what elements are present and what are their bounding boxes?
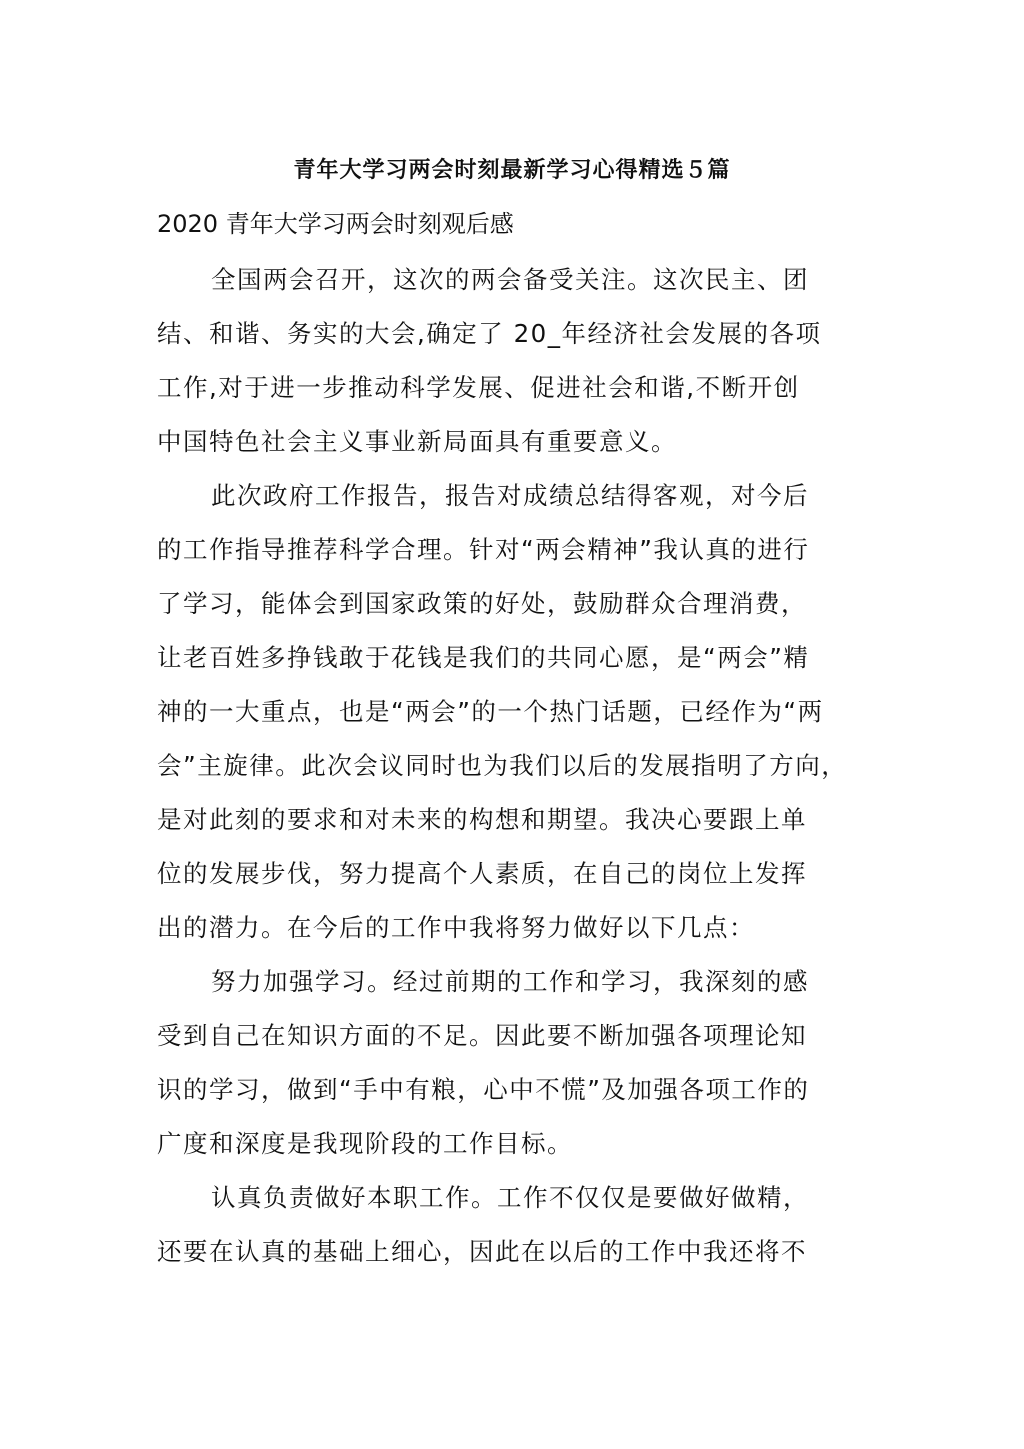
paragraph-line: 位的发展步伐，努力提高个人素质，在自己的岗位上发挥 <box>157 859 807 888</box>
paragraph-line: 会”主旋律。此次会议同时也为我们以后的发展指明了方向， <box>157 751 848 780</box>
paragraph-line: 广度和深度是我现阶段的工作目标。 <box>157 1129 573 1158</box>
paragraph-line: 结、和谐、务实的大会,确定了 20_年经济社会发展的各项 <box>157 319 822 348</box>
paragraph-line: 识的学习，做到“手中有粮，心中不慌”及加强各项工作的 <box>157 1075 810 1104</box>
paragraph-line: 让老百姓多挣钱敢于花钱是我们的共同心愿，是“两会”精 <box>157 643 810 672</box>
paragraph-line: 全国两会召开，这次的两会备受关注。这次民主、团 <box>211 265 809 294</box>
paragraph-line: 出的潜力。在今后的工作中我将努力做好以下几点： <box>157 913 755 942</box>
paragraph-line: 是对此刻的要求和对未来的构想和期望。我决心要跟上单 <box>157 805 807 834</box>
paragraph-line: 还要在认真的基础上细心，因此在以后的工作中我还将不 <box>157 1237 807 1266</box>
paragraph-line: 工作,对于进一步推动科学发展、促进社会和谐,不断开创 <box>157 373 800 402</box>
paragraph-line: 受到自己在知识方面的不足。因此要不断加强各项理论知 <box>157 1021 807 1050</box>
paragraph-line: 的工作指导推荐科学合理。针对“两会精神”我认真的进行 <box>157 535 810 564</box>
paragraph-line: 认真负责做好本职工作。工作不仅仅是要做好做精， <box>211 1183 809 1212</box>
paragraph-line: 中国特色社会主义事业新局面具有重要意义。 <box>157 427 677 456</box>
paragraph-line: 努力加强学习。经过前期的工作和学习，我深刻的感 <box>211 967 809 996</box>
document-title: 青年大学习两会时刻最新学习心得精选５篇 <box>293 158 731 183</box>
paragraph-line: 神的一大重点，也是“两会”的一个热门话题，已经作为“两 <box>157 697 824 726</box>
paragraph-line: 了学习，能体会到国家政策的好处，鼓励群众合理消费， <box>157 589 807 618</box>
document-body <box>157 258 857 1284</box>
paragraph-line: 此次政府工作报告，报告对成绩总结得客观，对今后 <box>211 481 809 510</box>
document-subtitle: 2020 青年大学习两会时刻观后感 <box>157 210 514 238</box>
